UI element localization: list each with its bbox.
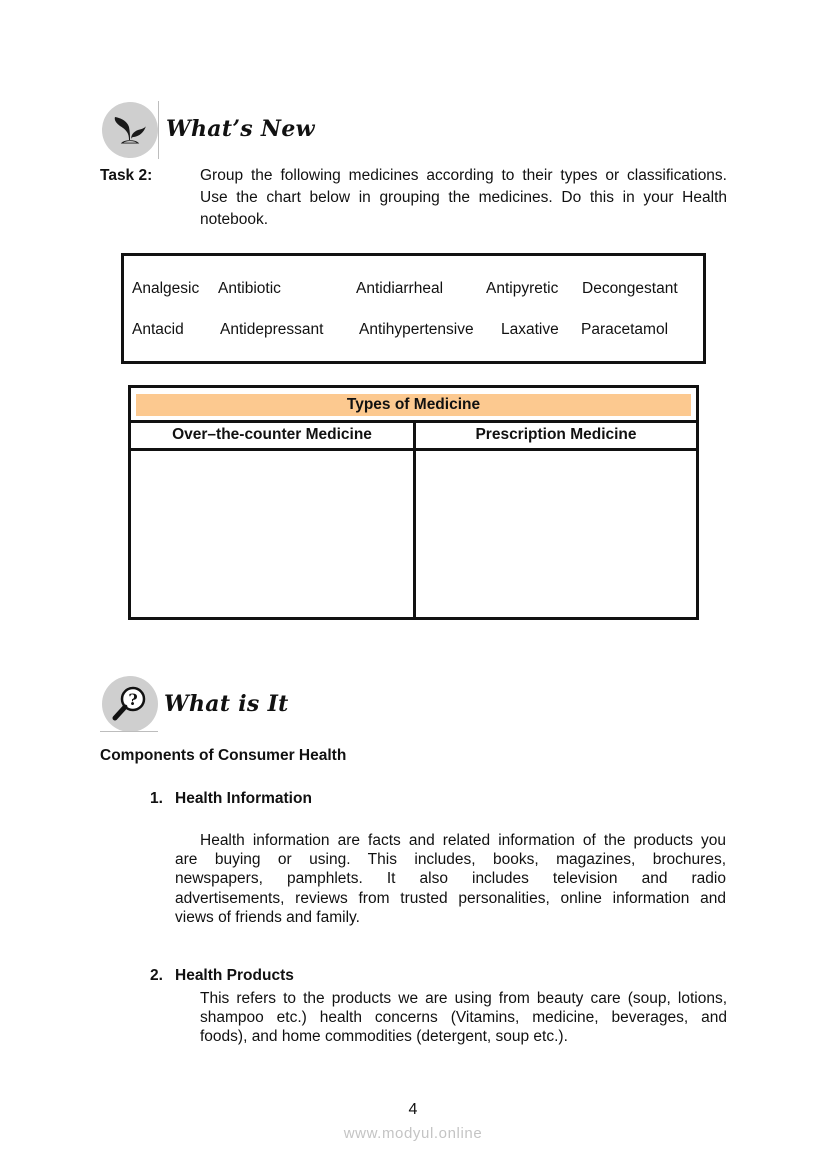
medicine-item: Antacid (132, 321, 184, 338)
item-title-health-products: Health Products (175, 967, 294, 984)
paragraph-line: advertisements, reviews from trusted personalities, online information and (175, 889, 726, 907)
page-number: 4 (408, 1101, 418, 1118)
item-title-health-information: Health Information (175, 790, 312, 807)
paragraph-line: newspapers, pamphlets. It also includes television and radio (175, 870, 726, 888)
medicine-item: Laxative (501, 321, 559, 338)
item-number: 1. (150, 790, 163, 807)
paragraph-line: are buying or using. This includes, books, magazines, brochures, (175, 851, 726, 869)
medicine-item: Antidepressant (220, 321, 324, 338)
plant-sprout-icon (102, 102, 158, 158)
paragraph-line: foods), and home commodities (detergent, soup etc.). (200, 1028, 568, 1046)
section-title-what-is-it: What is It (164, 691, 289, 717)
health-information-paragraph (175, 831, 726, 927)
medicine-item: Antipyretic (486, 280, 559, 297)
section-title-whats-new: What’s New (166, 116, 315, 142)
column-header-prescription: Prescription Medicine (475, 426, 637, 443)
types-of-medicine-table (128, 385, 699, 620)
medicine-item: Decongestant (582, 280, 678, 297)
magnifier-question-icon (102, 676, 158, 732)
health-products-paragraph (200, 989, 727, 1047)
task-line: Use the chart below in grouping the medicines. Do this in your Health (200, 189, 727, 206)
header-divider (158, 101, 159, 159)
task-line: notebook. (200, 211, 269, 228)
otc-answer-cell[interactable] (131, 451, 413, 617)
task-instructions (200, 165, 727, 231)
medicine-item: Antihypertensive (359, 321, 474, 338)
paragraph-line: views of friends and family. (175, 908, 360, 926)
table-title-row (131, 388, 696, 423)
prescription-answer-cell[interactable] (416, 451, 696, 617)
medicine-item: Analgesic (132, 280, 200, 297)
medicine-item: Antidiarrheal (356, 280, 444, 297)
task-label: Task 2: (100, 167, 153, 184)
medicine-item: Antibiotic (218, 280, 281, 297)
watermark: www.modyul.online (343, 1125, 483, 1142)
item-number: 2. (150, 967, 163, 984)
header-underline (100, 731, 158, 732)
paragraph-line: Health information are facts and related information of the products you (200, 832, 726, 849)
table-title: Types of Medicine (136, 394, 691, 416)
paragraph-line: shampoo etc.) health concerns (Vitamins, medicine, beverages, and (200, 1009, 727, 1027)
components-heading: Components of Consumer Health (100, 747, 347, 764)
column-header-otc: Over–the-counter Medicine (172, 426, 372, 443)
paragraph-line: This refers to the products we are using from beauty care (soup, lotions, (200, 990, 727, 1007)
svg-text:?: ? (128, 690, 138, 709)
task-line: Group the following medicines according to their types or classifications. (200, 167, 727, 184)
medicine-list-box (121, 253, 706, 364)
medicine-item: Paracetamol (581, 321, 669, 338)
